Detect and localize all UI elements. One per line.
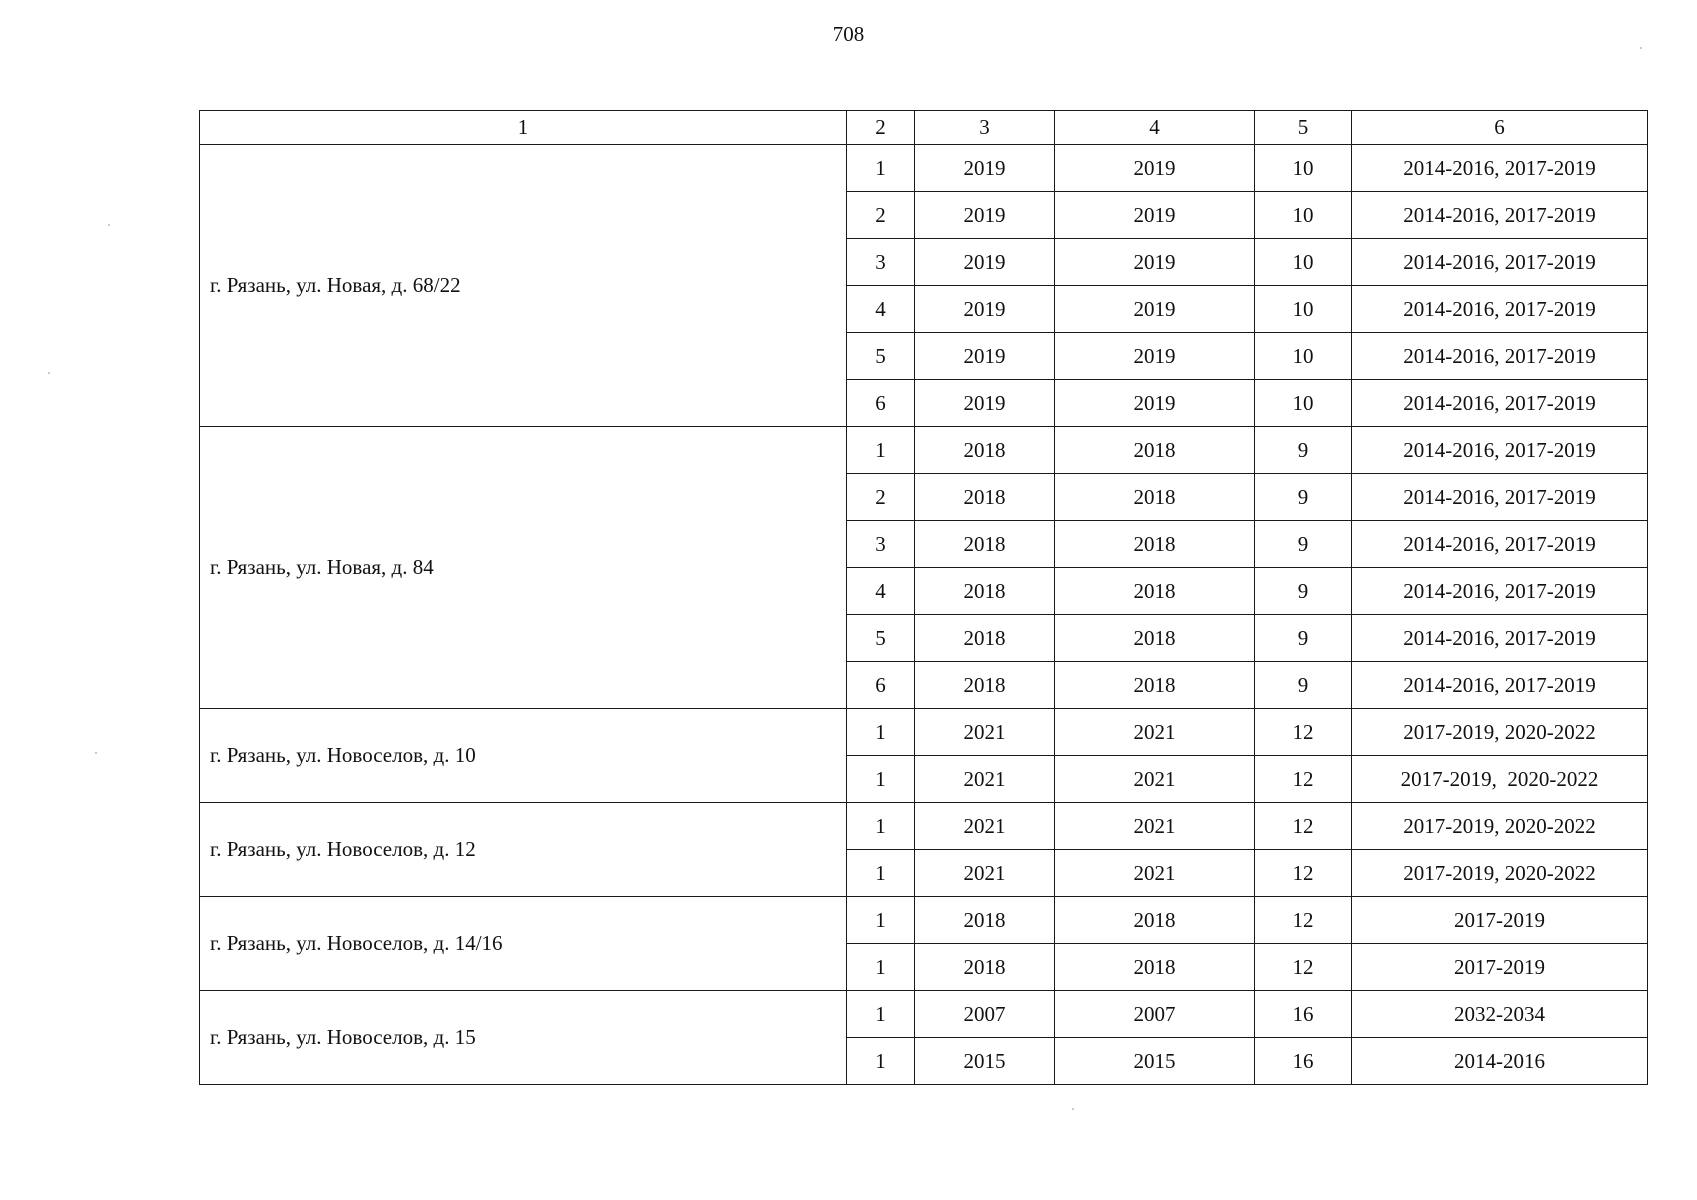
table-cell-col4: 2007 [1055,991,1255,1038]
table-cell-col3: 2019 [915,239,1055,286]
table-cell-col4: 2018 [1055,615,1255,662]
table-cell-col3: 2007 [915,991,1055,1038]
table-cell-col5: 12 [1255,944,1352,991]
address-cell: г. Рязань, ул. Новоселов, д. 15 [200,991,847,1085]
table-cell-col4: 2018 [1055,521,1255,568]
scan-speck [1072,1108,1074,1110]
table-cell-col6: 2017-2019 [1352,944,1648,991]
table-cell-col3: 2021 [915,709,1055,756]
table-cell-col3: 2015 [915,1038,1055,1085]
table-cell-col2: 1 [847,756,915,803]
table-cell-col5: 12 [1255,709,1352,756]
table-cell-col6: 2014-2016, 2017-2019 [1352,192,1648,239]
table-cell-col6: 2014-2016, 2017-2019 [1352,521,1648,568]
table-cell-col4: 2019 [1055,145,1255,192]
table-cell-col5: 16 [1255,1038,1352,1085]
table-cell-col4: 2018 [1055,662,1255,709]
scan-speck [1640,47,1642,49]
table-cell-col4: 2021 [1055,803,1255,850]
table-cell-col3: 2018 [915,662,1055,709]
table-cell-col6: 2017-2019, 2020-2022 [1352,850,1648,897]
table-cell-col5: 9 [1255,568,1352,615]
table-row [200,427,1648,474]
table-cell-col2: 6 [847,662,915,709]
table-cell-col5: 10 [1255,333,1352,380]
table-cell-col2: 1 [847,897,915,944]
header-cell: 5 [1255,111,1352,145]
table-cell-col6: 2014-2016, 2017-2019 [1352,239,1648,286]
table-cell-col5: 10 [1255,286,1352,333]
table-row [200,897,1648,944]
table-cell-col3: 2019 [915,286,1055,333]
table-cell-col3: 2021 [915,756,1055,803]
table-cell-col5: 9 [1255,615,1352,662]
table-cell-col5: 9 [1255,427,1352,474]
table-cell-col2: 1 [847,944,915,991]
table-cell-col4: 2019 [1055,192,1255,239]
scan-speck [48,372,50,374]
table-cell-col2: 1 [847,991,915,1038]
table-cell-col5: 9 [1255,521,1352,568]
table-cell-col4: 2021 [1055,850,1255,897]
table-cell-col3: 2019 [915,192,1055,239]
address-cell: г. Рязань, ул. Новоселов, д. 14/16 [200,897,847,991]
table-cell-col3: 2019 [915,380,1055,427]
table-cell-col4: 2018 [1055,944,1255,991]
table-cell-col2: 5 [847,333,915,380]
table-cell-col4: 2021 [1055,756,1255,803]
table-cell-col2: 5 [847,615,915,662]
table-cell-col4: 2018 [1055,568,1255,615]
table-cell-col6: 2014-2016, 2017-2019 [1352,380,1648,427]
table-cell-col5: 12 [1255,850,1352,897]
scan-speck [95,752,97,754]
table-cell-col3: 2018 [915,521,1055,568]
table-cell-col6: 2014-2016, 2017-2019 [1352,662,1648,709]
table-cell-col4: 2018 [1055,897,1255,944]
table-cell-col3: 2019 [915,333,1055,380]
table-cell-col6: 2014-2016, 2017-2019 [1352,286,1648,333]
data-table [199,110,1648,1085]
table-cell-col3: 2018 [915,427,1055,474]
table-cell-col6: 2014-2016, 2017-2019 [1352,427,1648,474]
table-cell-col6: 2014-2016, 2017-2019 [1352,568,1648,615]
table-cell-col5: 12 [1255,803,1352,850]
table-cell-col2: 1 [847,709,915,756]
table-cell-col4: 2019 [1055,286,1255,333]
address-cell: г. Рязань, ул. Новая, д. 68/22 [200,145,847,427]
table-cell-col4: 2018 [1055,427,1255,474]
table-cell-col5: 12 [1255,756,1352,803]
header-cell: 3 [915,111,1055,145]
table-cell-col5: 12 [1255,897,1352,944]
table-cell-col2: 4 [847,286,915,333]
address-cell: г. Рязань, ул. Новоселов, д. 12 [200,803,847,897]
table-cell-col4: 2019 [1055,380,1255,427]
scan-speck [108,224,110,226]
page-number: 708 [832,22,865,46]
table-cell-col6: 2014-2016, 2017-2019 [1352,145,1648,192]
table-cell-col2: 3 [847,239,915,286]
table-cell-col5: 10 [1255,239,1352,286]
table-cell-col6: 2017-2019, 2020-2022 [1352,803,1648,850]
header-cell: 6 [1352,111,1648,145]
table-cell-col2: 1 [847,1038,915,1085]
table-cell-col6: 2032-2034 [1352,991,1648,1038]
table-cell-col3: 2018 [915,568,1055,615]
table-cell-col6: 2017-2019, 2020-2022 [1352,709,1648,756]
table-cell-col6: 2017-2019 [1352,897,1648,944]
table-cell-col4: 2018 [1055,474,1255,521]
table-cell-col4: 2019 [1055,239,1255,286]
table-cell-col4: 2019 [1055,333,1255,380]
header-row [200,111,1648,145]
header-cell: 4 [1055,111,1255,145]
table-body [200,111,1648,1085]
table-cell-col5: 10 [1255,380,1352,427]
table-cell-col3: 2019 [915,145,1055,192]
table-cell-col4: 2021 [1055,709,1255,756]
table-cell-col2: 3 [847,521,915,568]
table-cell-col6: 2014-2016, 2017-2019 [1352,474,1648,521]
table-cell-col3: 2018 [915,615,1055,662]
table-row [200,991,1648,1038]
address-cell: г. Рязань, ул. Новая, д. 84 [200,427,847,709]
table-cell-col5: 10 [1255,192,1352,239]
table-cell-col5: 16 [1255,991,1352,1038]
table-cell-col3: 2018 [915,897,1055,944]
table-row [200,709,1648,756]
table-cell-col3: 2018 [915,474,1055,521]
table-cell-col6: 2017-2019, 2020-2022 [1352,756,1648,803]
header-cell: 2 [847,111,915,145]
table-row [200,803,1648,850]
table-cell-col5: 9 [1255,662,1352,709]
table-cell-col5: 9 [1255,474,1352,521]
table-row [200,145,1648,192]
table-cell-col2: 1 [847,145,915,192]
address-cell: г. Рязань, ул. Новоселов, д. 10 [200,709,847,803]
table-cell-col6: 2014-2016 [1352,1038,1648,1085]
table-cell-col2: 2 [847,474,915,521]
table-cell-col2: 1 [847,850,915,897]
table-cell-col3: 2021 [915,850,1055,897]
table-cell-col6: 2014-2016, 2017-2019 [1352,615,1648,662]
table-cell-col2: 6 [847,380,915,427]
table-cell-col6: 2014-2016, 2017-2019 [1352,333,1648,380]
table-cell-col2: 1 [847,803,915,850]
table-cell-col2: 1 [847,427,915,474]
table-cell-col2: 2 [847,192,915,239]
table-cell-col5: 10 [1255,145,1352,192]
header-cell: 1 [200,111,847,145]
table-cell-col3: 2018 [915,944,1055,991]
table-cell-col3: 2021 [915,803,1055,850]
table-cell-col4: 2015 [1055,1038,1255,1085]
table-cell-col2: 4 [847,568,915,615]
